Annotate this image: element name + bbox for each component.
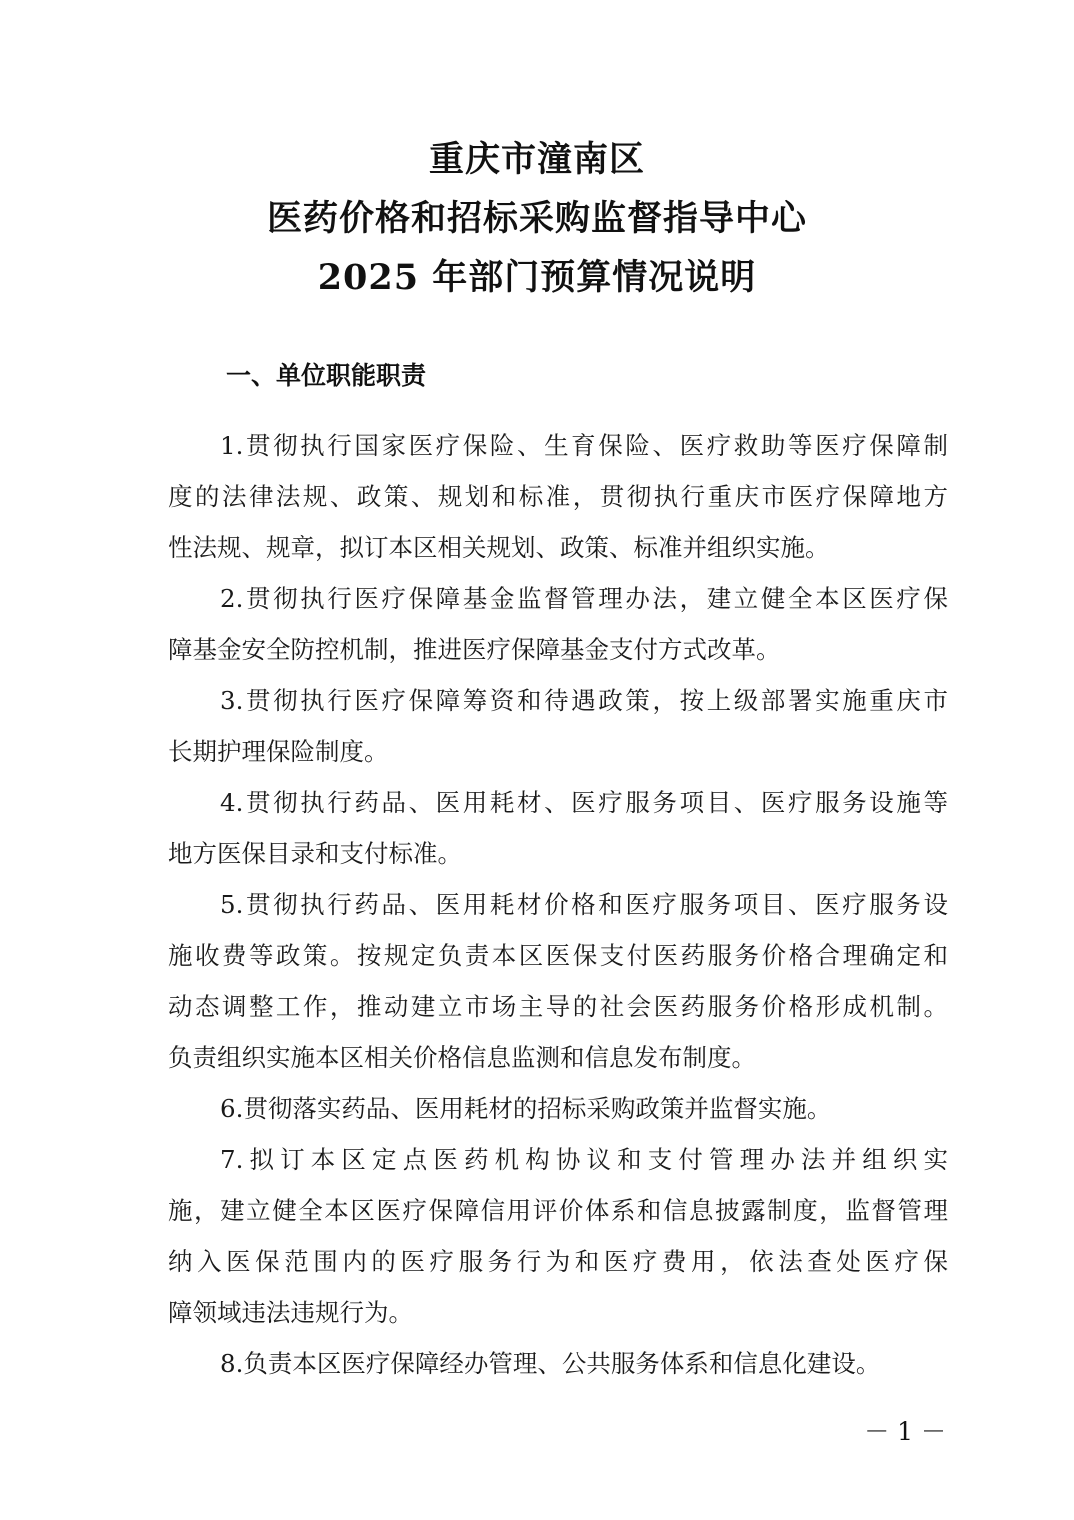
section-body — [168, 420, 948, 1389]
paragraph-line: 2.贯彻执行医疗保障基金监督管理办法，建立健全本区医疗保 — [220, 584, 948, 613]
paragraph-line: 5.贯彻执行药品、医用耗材价格和医疗服务项目、医疗服务设 — [220, 890, 948, 919]
paragraph-line: 障基金安全防控机制，推进医疗保障基金支付方式改革。 — [168, 635, 781, 664]
paragraph-line: 长期护理保险制度。 — [168, 737, 389, 766]
paragraph-line: 地方医保目录和支付标准。 — [168, 839, 462, 868]
paragraph-1 — [168, 420, 948, 573]
paragraph-line: 性法规、规章，拟订本区相关规划、政策、标准并组织实施。 — [168, 533, 830, 562]
paragraph-line: 4.贯彻执行药品、医用耗材、医疗服务项目、医疗服务设施等 — [220, 788, 948, 817]
paragraph-line: 1.贯彻执行国家医疗保险、生育保险、医疗救助等医疗保障制 — [220, 431, 948, 460]
paragraph-7 — [168, 1134, 948, 1338]
section-heading-1: 一、单位职能职责 — [226, 361, 427, 390]
paragraph-line: 7.拟订本区定点医药机构协议和支付管理办法并组织实 — [220, 1145, 948, 1174]
paragraph-line: 8.负责本区医疗保障经办管理、公共服务体系和信息化建设。 — [220, 1349, 881, 1378]
paragraph-4 — [168, 777, 948, 879]
paragraph-line: 3.贯彻执行医疗保障筹资和待遇政策，按上级部署实施重庆市 — [220, 686, 948, 715]
title-line-3: 2025 年部门预算情况说明 — [317, 257, 757, 298]
page-number: － 1 － — [864, 1417, 946, 1446]
paragraph-line: 度的法律法规、政策、规划和标准，贯彻执行重庆市医疗保障地方 — [168, 482, 948, 511]
paragraph-line: 障领域违法违规行为。 — [168, 1298, 413, 1327]
title-line-1: 重庆市潼南区 — [428, 139, 645, 180]
document-title — [0, 130, 1074, 307]
paragraph-line: 施，建立健全本区医疗保障信用评价体系和信息披露制度，监督管理 — [168, 1196, 948, 1225]
paragraph-line: 负责组织实施本区相关价格信息监测和信息发布制度。 — [168, 1043, 756, 1072]
paragraph-6 — [168, 1083, 948, 1134]
paragraph-2 — [168, 573, 948, 675]
paragraph-8 — [168, 1338, 948, 1389]
paragraph-3 — [168, 675, 948, 777]
paragraph-line: 施收费等政策。按规定负责本区医保支付医药服务价格合理确定和 — [168, 941, 948, 970]
paragraph-5 — [168, 879, 948, 1083]
paragraph-line: 动态调整工作，推动建立市场主导的社会医药服务价格形成机制。 — [168, 992, 948, 1021]
paragraph-line: 纳入医保范围内的医疗服务行为和医疗费用，依法查处医疗保 — [168, 1247, 948, 1276]
title-line-2: 医药价格和招标采购监督指导中心 — [266, 198, 807, 239]
paragraph-line: 6.贯彻落实药品、医用耗材的招标采购政策并监督实施。 — [220, 1094, 832, 1123]
